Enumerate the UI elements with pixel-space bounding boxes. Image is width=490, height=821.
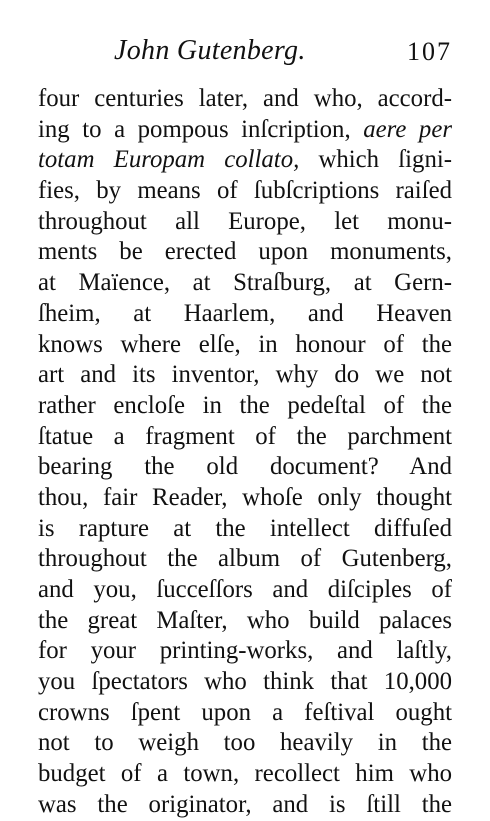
text-span: for your printing-works, and laſtly, <box>38 637 452 665</box>
text-line <box>38 115 452 146</box>
text-span: not to weigh too heavily in the <box>38 729 452 757</box>
text-span: knows where elſe, in honour of the <box>38 330 452 358</box>
running-head-title: John Gutenberg. <box>114 35 306 66</box>
text-line <box>38 575 452 606</box>
text-span: budget of a town, recollect him who <box>38 760 452 788</box>
running-head <box>38 34 452 74</box>
text-line <box>38 84 452 115</box>
text-line <box>38 145 452 176</box>
text-line <box>38 606 452 637</box>
text-line <box>38 207 452 238</box>
text-line <box>38 330 452 361</box>
italic-text-span: aere per <box>363 115 452 143</box>
text-span: fies, by means of ſubſcriptions raiſed <box>38 177 452 205</box>
text-line <box>38 636 452 667</box>
page-number: 107 <box>407 37 452 66</box>
text-span: and you, ſucceſſors and diſciples of <box>38 576 452 603</box>
text-span: which ſigni- <box>299 146 452 174</box>
text-span: the great Maſter, who build palaces <box>38 606 452 634</box>
text-line <box>38 483 452 514</box>
text-span: was the originator, and is ſtill the <box>38 790 452 818</box>
italic-text-span: totam Europam collato, <box>38 146 300 174</box>
text-line <box>38 360 452 391</box>
text-line <box>38 667 452 698</box>
text-span: bearing the old document? And <box>38 453 452 481</box>
text-span: at Maïence, at Straſburg, at Gern- <box>38 269 452 297</box>
text-span: you ſpectators who think that 10,000 <box>38 668 452 696</box>
text-span: four centuries later, and who, accord- <box>38 85 452 112</box>
text-line <box>38 790 452 821</box>
text-span: is rapture at the intellect diffuſed <box>38 514 452 542</box>
text-span: ments be erected upon monuments, <box>38 238 452 266</box>
text-span: ing to a pompous inſcription, <box>38 115 364 143</box>
text-span: thou, fair Reader, whoſe only thought <box>38 483 452 511</box>
text-span: ſtatue a fragment of the parchment <box>38 422 452 450</box>
body-text <box>38 84 452 821</box>
text-span: throughout the album of Gutenberg, <box>38 545 452 573</box>
text-line <box>38 759 452 790</box>
text-line <box>38 514 452 545</box>
text-span: crowns ſpent upon a feſtival ought <box>38 698 452 726</box>
text-line <box>38 544 452 575</box>
text-span: rather encloſe in the pedeſtal of the <box>38 391 452 419</box>
text-span: art and its inventor, why do we not <box>38 361 452 389</box>
text-line <box>38 422 452 453</box>
text-span: throughout all Europe, let monu- <box>38 207 452 235</box>
text-line <box>38 176 452 207</box>
text-line <box>38 698 452 729</box>
text-line <box>38 728 452 759</box>
text-line <box>38 299 452 330</box>
text-span: ſheim, at Haarlem, and Heaven <box>38 299 452 327</box>
text-line <box>38 268 452 299</box>
text-line <box>38 237 452 268</box>
text-line <box>38 452 452 483</box>
text-line <box>38 391 452 422</box>
